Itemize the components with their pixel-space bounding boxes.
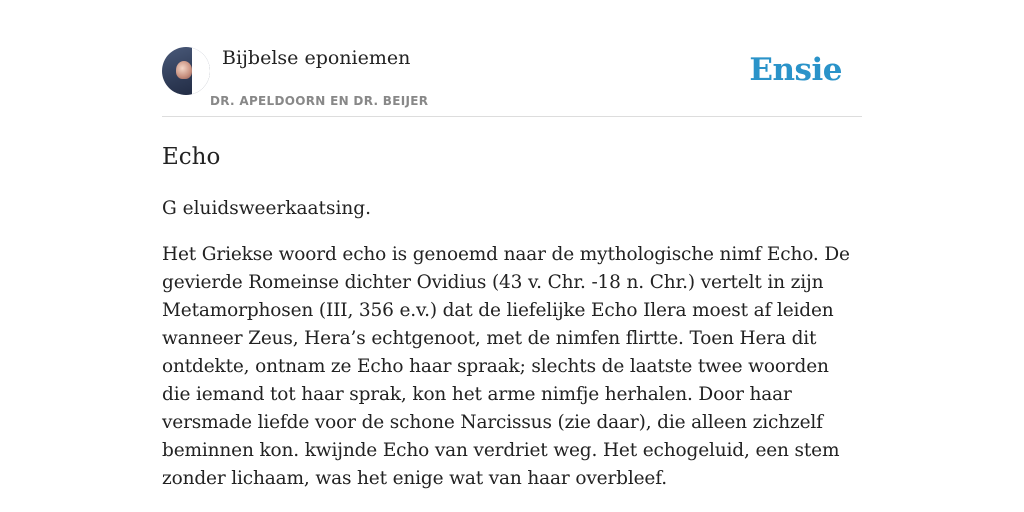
book-title[interactable]: Bijbelse eponiemen: [222, 47, 411, 69]
entry-body: Het Griekse woord echo is genoemd naar de mythologische nimf Echo. De gevierde Romeinse dichter Ovidius (43 v. Chr. -18 n. Chr.) vertelt in zijn Metamorphosen (III, 356 e.v.) dat de liefelijke Echo Ilera moest af leiden wanneer Zeus, Hera’s echtgenoot, met de nimfen flirtte. Toen Hera dit ontdekte, ontnam ze Echo haar spraak; slechts de laatste twee woorden die iemand tot haar sprak, kon het arme nimfje herhalen. Door haar versmade liefde voor de schone Narcissus (zie daar), die alleen zichzelf beminnen kon. kwijnde Echo van verdriet weg. Het echogeluid, een stem zonder lichaam, was het enige wat van haar overbleef.: [162, 244, 850, 489]
book-author: DR. APELDOORN EN DR. BEIJER: [210, 94, 429, 108]
book-cover-image[interactable]: [162, 47, 210, 95]
entry-card: [162, 44, 862, 493]
book-header: [162, 44, 862, 117]
entry-term: Echo: [162, 144, 221, 170]
entry-definition: G eluidsweerkaatsing.: [162, 198, 372, 219]
brand-logo[interactable]: Ensie: [749, 52, 842, 88]
